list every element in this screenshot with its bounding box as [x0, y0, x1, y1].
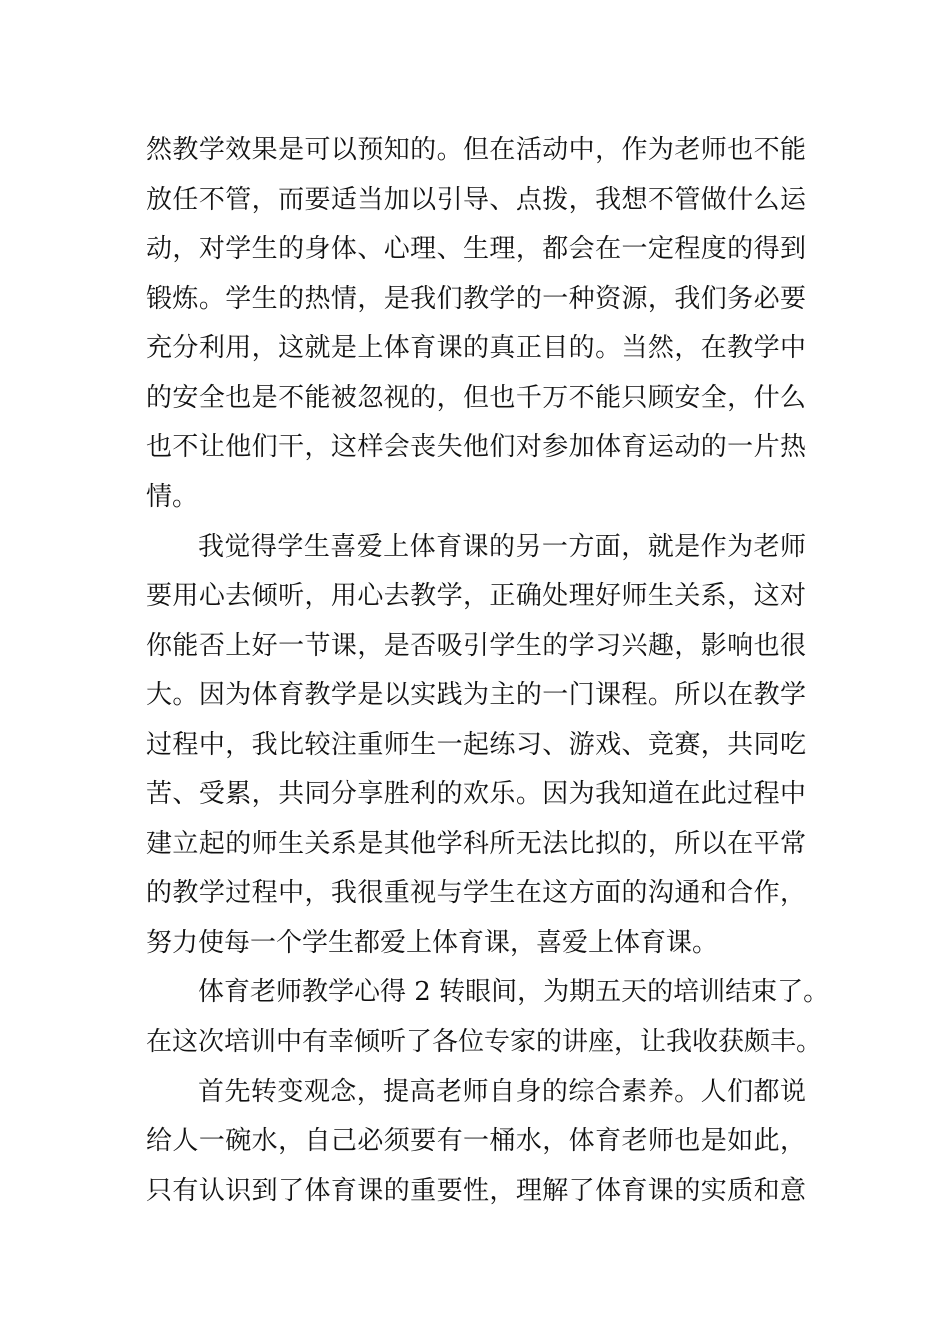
text-line: 在这次培训中有幸倾听了各位专家的讲座，让我收获颇丰。 — [146, 1027, 823, 1057]
text-line: 过程中，我比较注重师生一起练习、游戏、竞赛，共同吃 — [146, 730, 806, 760]
paragraph-first-line: 我觉得学生喜爱上体育课的另一方面，就是作为老师 — [198, 532, 806, 562]
paragraph-first-line: 首先转变观念，提高老师自身的综合素养。人们都说 — [198, 1077, 806, 1107]
text-line: 也不让他们干，这样会丧失他们对参加体育运动的一片热 — [146, 432, 806, 462]
text-line: 你能否上好一节课，是否吸引学生的学习兴趣，影响也很 — [146, 631, 806, 661]
text-line: 建立起的师生关系是其他学科所无法比拟的，所以在平常 — [146, 829, 806, 859]
text-line: 苦、受累，共同分享胜利的欢乐。因为我知道在此过程中 — [146, 779, 806, 809]
text-line: 锻炼。学生的热情，是我们教学的一种资源，我们务必要 — [146, 284, 806, 314]
text-line: 充分利用，这就是上体育课的真正目的。当然，在教学中 — [146, 333, 806, 363]
paragraph-first-line: 体育老师教学心得 2 转眼间，为期五天的培训结束了。 — [198, 977, 830, 1007]
text-line: 只有认识到了体育课的重要性，理解了体育课的实质和意 — [146, 1176, 806, 1206]
text-line: 情。 — [146, 482, 199, 512]
text-line: 的安全也是不能被忽视的，但也千万不能只顾安全，什么 — [146, 383, 806, 413]
text-line: 给人一碗水，自己必须要有一桶水，体育老师也是如此， — [146, 1126, 806, 1156]
text-line: 大。因为体育教学是以实践为主的一门课程。所以在教学 — [146, 680, 806, 710]
text-line: 动，对学生的身体、心理、生理，都会在一定程度的得到 — [146, 234, 806, 264]
text-line: 努力使每一个学生都爱上体育课，喜爱上体育课。 — [146, 928, 719, 958]
text-line: 放任不管，而要适当加以引导、点拨，我想不管做什么运 — [146, 185, 806, 215]
text-line: 然教学效果是可以预知的。但在活动中，作为老师也不能 — [146, 135, 806, 165]
text-line: 要用心去倾听，用心去教学，正确处理好师生关系，这对 — [146, 581, 806, 611]
text-line: 的教学过程中，我很重视与学生在这方面的沟通和合作， — [146, 878, 806, 908]
